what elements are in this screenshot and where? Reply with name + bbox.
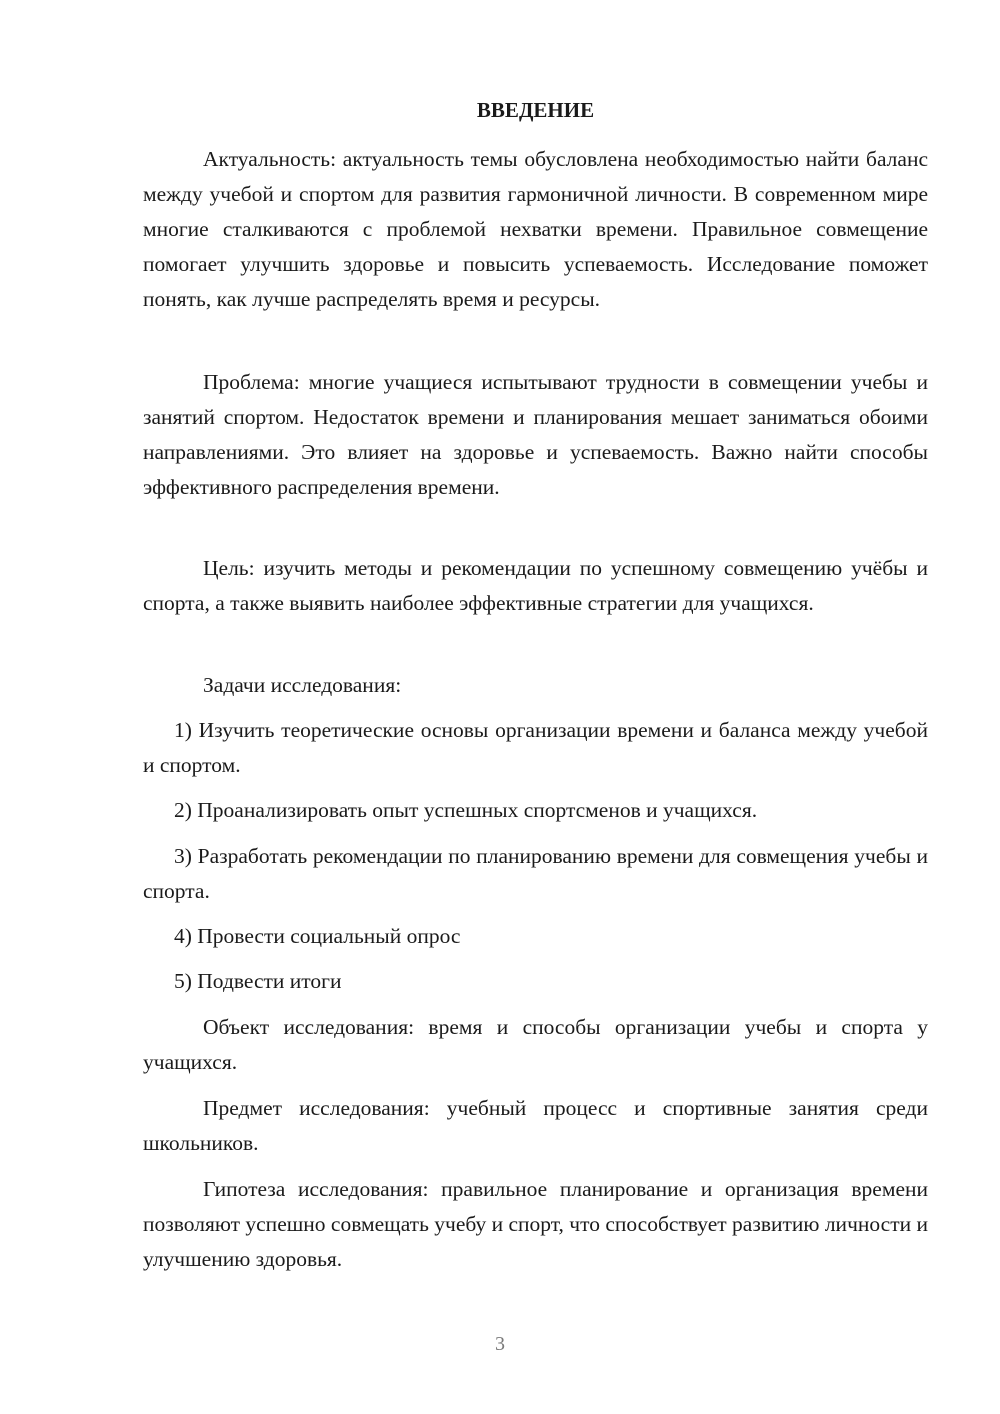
task-item-5: 5) Подвести итоги xyxy=(174,969,342,993)
paragraph-object: Объект исследования: время и способы организации учебы и спорта у учащихся. xyxy=(143,1015,928,1074)
paragraph-tasks-heading: Задачи исследования: xyxy=(203,673,402,697)
task-item-3: 3) Разработать рекомендации по планированию времени для совмещения учебы и спорта. xyxy=(143,844,928,903)
paragraph-goal: Цель: изучить методы и рекомендации по успешному совмещению учёбы и спорта, а также выявить наиболее эффективные стратегии для учащихся. xyxy=(143,556,928,615)
paragraph-hypothesis: Гипотеза исследования: правильное планирование и организация времени позволяют успешно совмещать учебу и спорт, что способствует развитию личности и улучшению здоровья. xyxy=(143,1177,928,1271)
paragraph-subject: Предмет исследования: учебный процесс и спортивные занятия среди школьников. xyxy=(143,1096,928,1155)
task-item-2: 2) Проанализировать опыт успешных спортсменов и учащихся. xyxy=(174,798,758,822)
page-title: ВВЕДЕНИЕ xyxy=(476,98,595,122)
task-item-1: 1) Изучить теоретические основы организации времени и баланса между учебой и спортом. xyxy=(143,718,928,777)
paragraph-problem: Проблема: многие учащиеся испытывают трудности в совмещении учебы и занятий спортом. Недостаток времени и планирования мешает заниматься обоими направлениями. Это влияет на здоровье и успеваемость. Важно найти способы эффективного распределения времени. xyxy=(143,370,928,499)
page-number: 3 xyxy=(495,1333,505,1355)
paragraph-relevance: Актуальность: актуальность темы обусловлена необходимостью найти баланс между учебой и спортом для развития гармоничной личности. В современном мире многие сталкиваются с проблемой нехватки времени. Правильное совмещение помогает улучшить здоровье и повысить успеваемость. Исследование поможет понять, как лучше распределять время и ресурсы. xyxy=(143,147,928,311)
task-item-4: 4) Провести социальный опрос xyxy=(174,924,461,948)
